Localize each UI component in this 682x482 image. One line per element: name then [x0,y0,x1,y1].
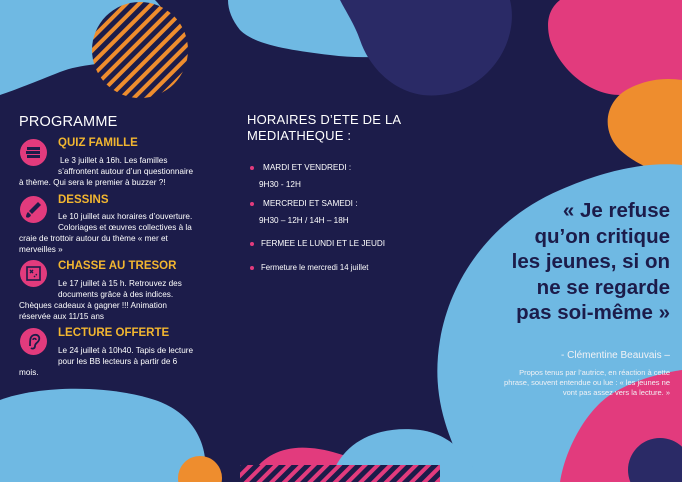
blob-bottom-left-blue [0,389,206,482]
hours-day-1: MARDI ET VENDREDI : [263,163,352,172]
hours-exception: Fermeture le mercredi 14 juillet [261,263,369,272]
quiz-text: Le 3 juillet à 16h. Les familles s’affrontent autour d’un questionnaire [58,156,194,176]
dessins-text-end: craie de trottoir autour du thème « mer et merveilles » [19,234,168,254]
lecture-heading: LECTURE OFFERTE [58,327,170,339]
programme-title: PROGRAMME [19,114,118,130]
hours-time-1: 9H30 - 12H [259,180,301,189]
lecture-text: Le 24 juillet à 10h40. Tapis de lecture pour les BB lecteurs à partir de 6 [58,346,194,366]
quiz-heading: QUIZ FAMILLE [58,137,138,149]
hours-day-2: MERCREDI ET SAMEDI : [263,199,358,208]
chasse-text: Le 17 juillet à 15 h. Retrouvez des documents grâce à des indices. [58,279,182,299]
bullet-dot [250,202,254,206]
paintbrush-icon [20,196,47,223]
bullet-dot [250,266,254,270]
hours-time-2: 9H30 – 12H / 14H – 18H [259,216,349,225]
dessins-heading: DESSINS [58,194,109,206]
striped-circle-top-left [92,2,188,98]
bullet-dot [250,166,254,170]
hours-title: HORAIRES D’ETE DE LA MEDIATHEQUE : [247,112,402,143]
dessins-text: Le 10 juillet aux horaires d’ouverture. Coloriages et œuvres collectives à la [58,212,193,232]
blob-top-center-dark [340,0,512,96]
chasse-text-end: Chèques cadeaux à gagner !!! Animation réservée aux 11/15 ans [19,301,167,321]
quote-author: - Clémentine Beauvais – [561,350,670,361]
treasure-map-icon [20,260,47,287]
quote-text: « Je refuse qu’on critique les jeunes, si on ne se regarde pas soi-même » [511,199,670,324]
bullet-dot [250,242,254,246]
chasse-heading: CHASSE AU TRESOR [58,260,177,272]
quiz-text-end: à thème. Qui sera le premier à buzzer ?! [19,178,166,187]
hours-closed: FERMEE LE LUNDI ET LE JEUDI [261,239,386,248]
quote-caption: Propos tenus par l’autrice, en réaction à cette phrase, souvent entendue ou lue : « les jeunes ne vont pas assez vers la lecture. » [504,368,670,397]
striped-band-bottom [240,465,440,482]
books-icon [20,139,47,166]
ear-icon [20,328,47,355]
lecture-text-end: mois. [19,368,39,377]
